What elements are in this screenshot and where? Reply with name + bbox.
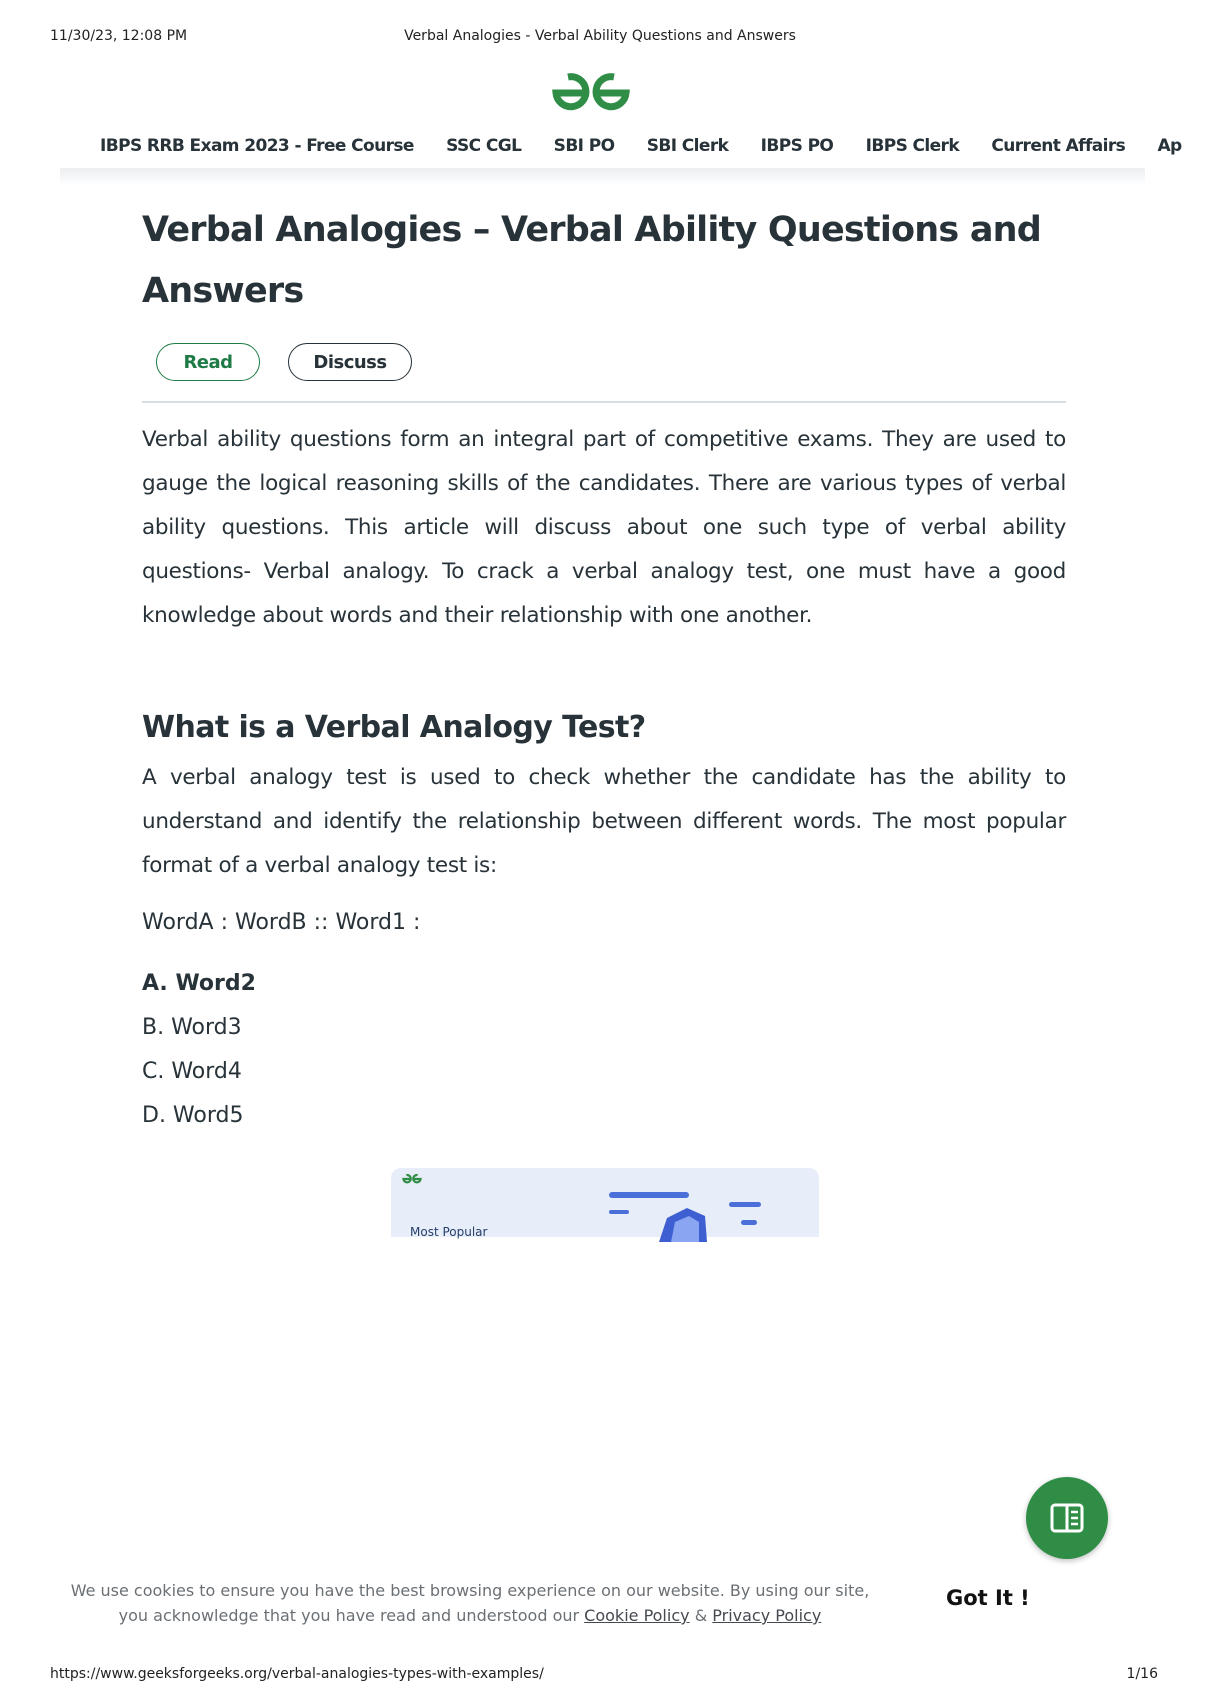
article-title: Verbal Analogies – Verbal Ability Questions and Answers: [142, 210, 1042, 311]
tabs-divider: [142, 401, 1066, 403]
top-navigation: [100, 136, 1182, 170]
print-document-title: Verbal Analogies - Verbal Ability Questions and Answers: [404, 28, 796, 44]
options-list: [142, 962, 1066, 1138]
option-item: B. Word3: [142, 1015, 242, 1040]
definition-paragraph: A verbal analogy test is used to check whether the candidate has the ability to understand and identify the relationship between different words. The most popular format of a verbal analogy test is:: [142, 765, 1066, 878]
privacy-policy-link[interactable]: Privacy Policy: [712, 1606, 822, 1625]
nav-item-sbi-clerk[interactable]: SBI Clerk: [646, 136, 729, 156]
cookie-text-line1: We use cookies to ensure you have the best browsing experience on our website. By using our site,: [70, 1581, 870, 1600]
print-url: https://www.geeksforgeeks.org/verbal-analogies-types-with-examples/: [50, 1666, 544, 1682]
reading-mode-icon: [1047, 1498, 1087, 1538]
option-item: A. Word2: [142, 971, 256, 996]
cookie-policy-link[interactable]: Cookie Policy: [584, 1606, 690, 1625]
print-datetime: 11/30/23, 12:08 PM: [50, 28, 188, 44]
nav-item-ibps-clerk[interactable]: IBPS Clerk: [865, 136, 960, 156]
nav-item-ibps-po[interactable]: IBPS PO: [760, 136, 834, 156]
reading-mode-button[interactable]: [1026, 1477, 1108, 1559]
nav-item-ssc-cgl[interactable]: SSC CGL: [446, 136, 522, 156]
section-heading: What is a Verbal Analogy Test?: [142, 710, 646, 745]
analogy-format: WordA : WordB :: Word1 :: [142, 910, 421, 935]
geeksforgeeks-logo-icon[interactable]: [546, 68, 636, 118]
cookie-banner: [60, 1578, 880, 1628]
promo-illustration-icon: [609, 1192, 779, 1242]
cookie-text-amp: &: [694, 1606, 708, 1625]
nav-item-truncated[interactable]: Ap: [1157, 136, 1182, 156]
promo-text: Most Popular: [410, 1225, 488, 1239]
print-header: [50, 28, 1150, 48]
promo-banner[interactable]: [391, 1168, 819, 1237]
nav-item-current-affairs[interactable]: Current Affairs: [991, 136, 1126, 156]
geeksforgeeks-logo-icon: [401, 1172, 423, 1186]
option-item: D. Word5: [142, 1103, 244, 1128]
got-it-button[interactable]: Got It !: [946, 1586, 1030, 1610]
nav-item-ibps-rrb[interactable]: IBPS RRB Exam 2023 - Free Course: [100, 136, 414, 156]
cookie-text-prefix: you acknowledge that you have read and understood our: [118, 1606, 580, 1625]
cookie-text-line2: [60, 1603, 880, 1628]
print-footer: [50, 1666, 1158, 1686]
nav-item-sbi-po[interactable]: SBI PO: [553, 136, 615, 156]
intro-paragraph: Verbal ability questions form an integral part of competitive exams. They are used to gauge the logical reasoning skills of the candidates. There are various types of verbal ability questions. This article will discuss about one such type of verbal ability questions- Verbal analogy. To crack a verbal analogy test, one must have a good knowledge about words and their relationship with one another.: [142, 427, 1066, 628]
option-item: C. Word4: [142, 1059, 242, 1084]
tab-discuss[interactable]: Discuss: [288, 343, 412, 381]
nav-divider-shadow: [60, 168, 1145, 186]
tab-read[interactable]: Read: [156, 343, 260, 381]
print-page-number: 1/16: [1126, 1666, 1158, 1682]
